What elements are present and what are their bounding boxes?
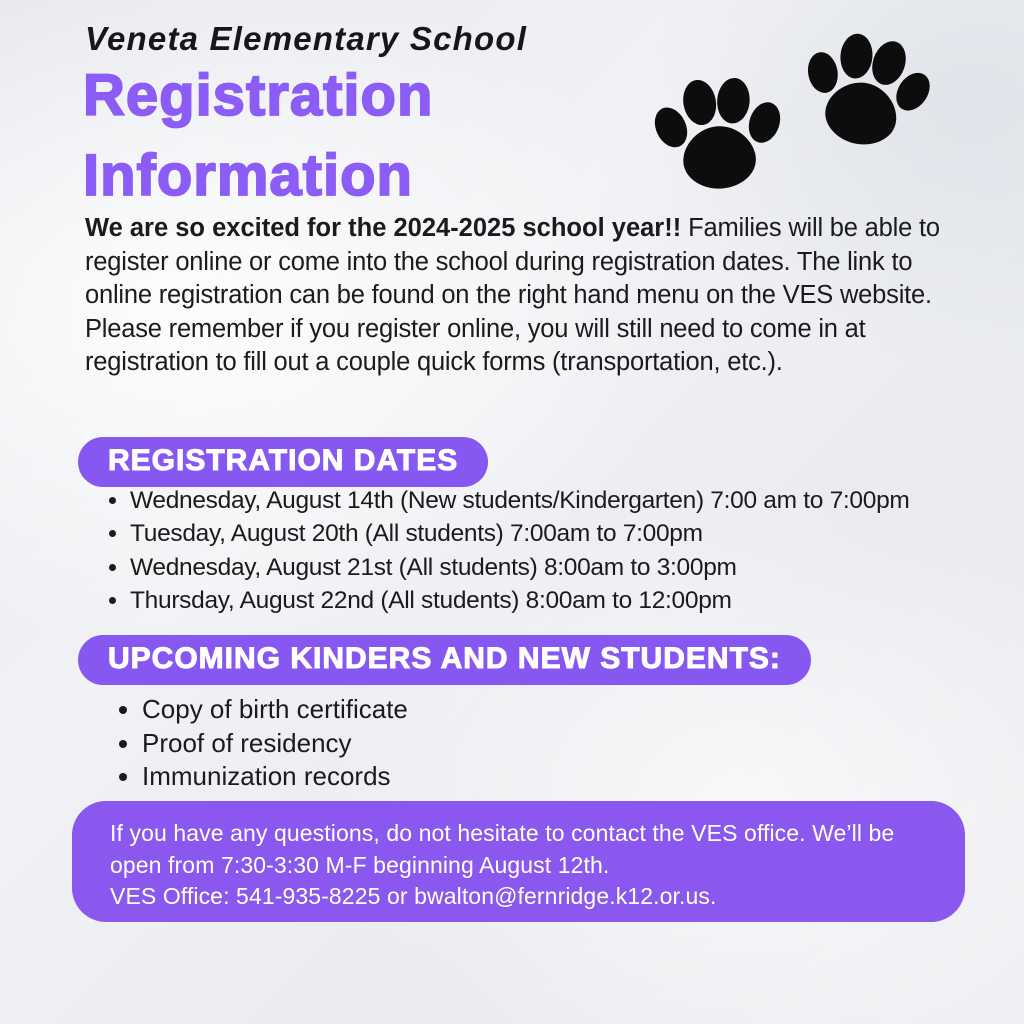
paw-print-icon [650,63,786,197]
kinders-heading: UPCOMING KINDERS AND NEW STUDENTS: [78,635,811,685]
page-title-line1: Registration [83,63,434,128]
office-contact-line: VES Office: 541-935-8225 or bwalton@fernridge.k12.or.us. [110,883,717,909]
contact-info-text: If you have any questions, do not hesitate to contact the VES office. We’ll be open from 7:30-3:30 M-F beginning August 12th. [110,820,895,878]
page-title-line2: Information [83,143,413,208]
paw-print-icon [791,12,942,161]
list-item: • Proof of residency [142,727,842,761]
list-item: • Tuesday, August 20th (All students) 7:00am to 7:00pm [130,517,1024,550]
intro-body-text: Families will be able to register online or come into the school during registration dates. The link to online registration can be found on the right hand menu on the VES website. Please remember if you register online, you will still need to come in at registration to fill out a couple quick forms (transportation, etc.). [85,214,940,377]
contact-info-box [72,801,965,922]
list-item: • Wednesday, August 21st (All students) 8:00am to 3:00pm [130,551,1024,584]
list-item: • Immunization records [142,760,842,794]
intro-paragraph [85,212,971,380]
list-item: • Wednesday, August 14th (New students/Kindergarten) 7:00 am to 7:00pm [130,484,1024,517]
kinders-requirements-list [120,693,842,794]
registration-dates-list [108,484,1024,618]
registration-dates-heading: REGISTRATION DATES [78,437,488,487]
list-item: • Thursday, August 22nd (All students) 8:00am to 12:00pm [130,584,1024,617]
page-title [83,56,433,216]
intro-bold-text: We are so excited for the 2024-2025 school year!! [85,214,682,242]
school-name: Veneta Elementary School [85,20,528,57]
list-item: • Copy of birth certificate [142,693,842,727]
